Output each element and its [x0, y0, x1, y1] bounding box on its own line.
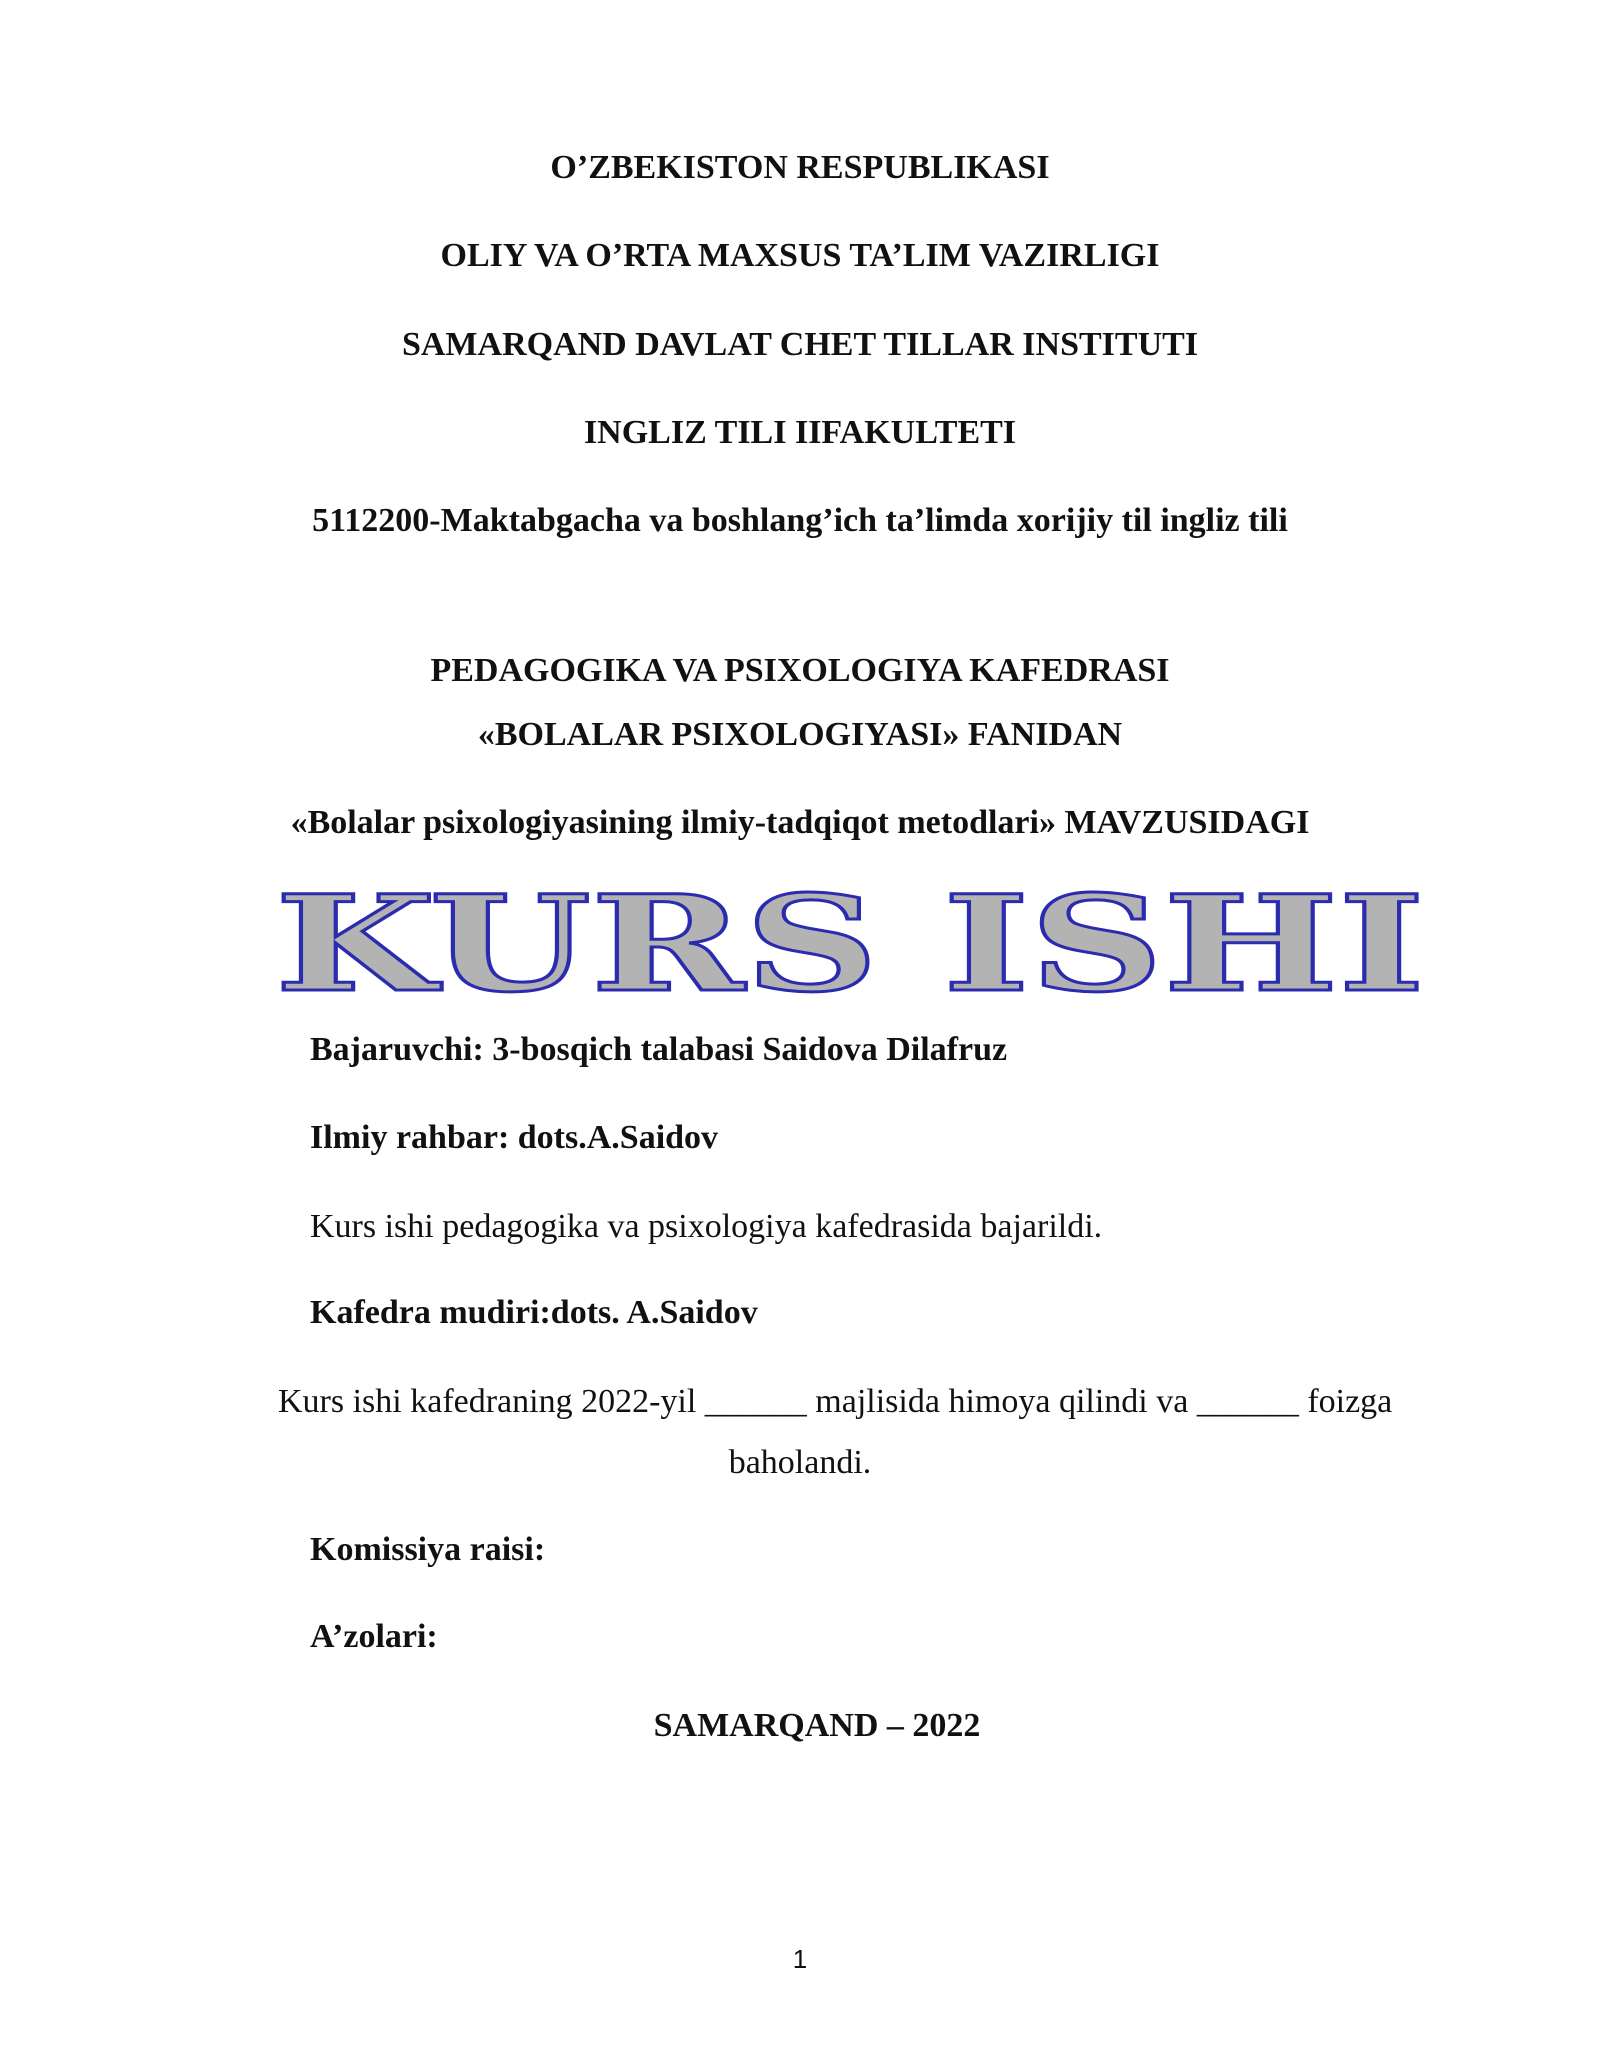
supervisor-line: Ilmiy rahbar: dots.A.Saidov — [310, 1119, 719, 1156]
subject-heading: «BOLALAR PSIXOLOGIYASI» FANIDAN — [477, 716, 1123, 753]
wordart-text: KURS ISHI — [275, 880, 1425, 1010]
topic-heading: «Bolalar psixologiyasining ilmiy-tadqiqot metodlari» MAVZUSIDAGI — [290, 804, 1310, 841]
completion-statement: Kurs ishi pedagogika va psixologiya kafedrasida bajarildi. — [310, 1208, 1103, 1245]
members-label: A’zolari: — [310, 1618, 438, 1655]
department-head-line: Kafedra mudiri:dots. A.Saidov — [310, 1294, 758, 1331]
executor-line: Bajaruvchi: 3-bosqich talabasi Saidova Dilafruz — [310, 1031, 1008, 1068]
kurs-ishi-wordart-title — [270, 880, 1430, 1010]
country-heading: O’ZBEKISTON RESPUBLIKASI — [550, 149, 1050, 186]
defense-statement-line1: Kurs ishi kafedraning 2022-yil ______ majlisida himoya qilindi va ______ foizga — [278, 1383, 1393, 1420]
place-year-footer: SAMARQAND – 2022 — [653, 1707, 981, 1744]
page-number: 1 — [792, 1944, 808, 1974]
department-heading: PEDAGOGIKA VA PSIXOLOGIYA KAFEDRASI — [430, 652, 1170, 689]
defense-statement-line2: baholandi. — [728, 1444, 872, 1481]
ministry-heading: OLIY VA O’RTA MAXSUS TA’LIM VAZIRLIGI — [440, 237, 1160, 274]
institute-heading: SAMARQAND DAVLAT CHET TILLAR INSTITUTI — [401, 326, 1199, 363]
specialty-heading: 5112200-Maktabgacha va boshlang’ich ta’limda xorijiy til ingliz tili — [312, 502, 1288, 539]
faculty-heading: INGLIZ TILI IIFAKULTETI — [583, 414, 1017, 451]
commission-chair-label: Komissiya raisi: — [310, 1531, 546, 1568]
